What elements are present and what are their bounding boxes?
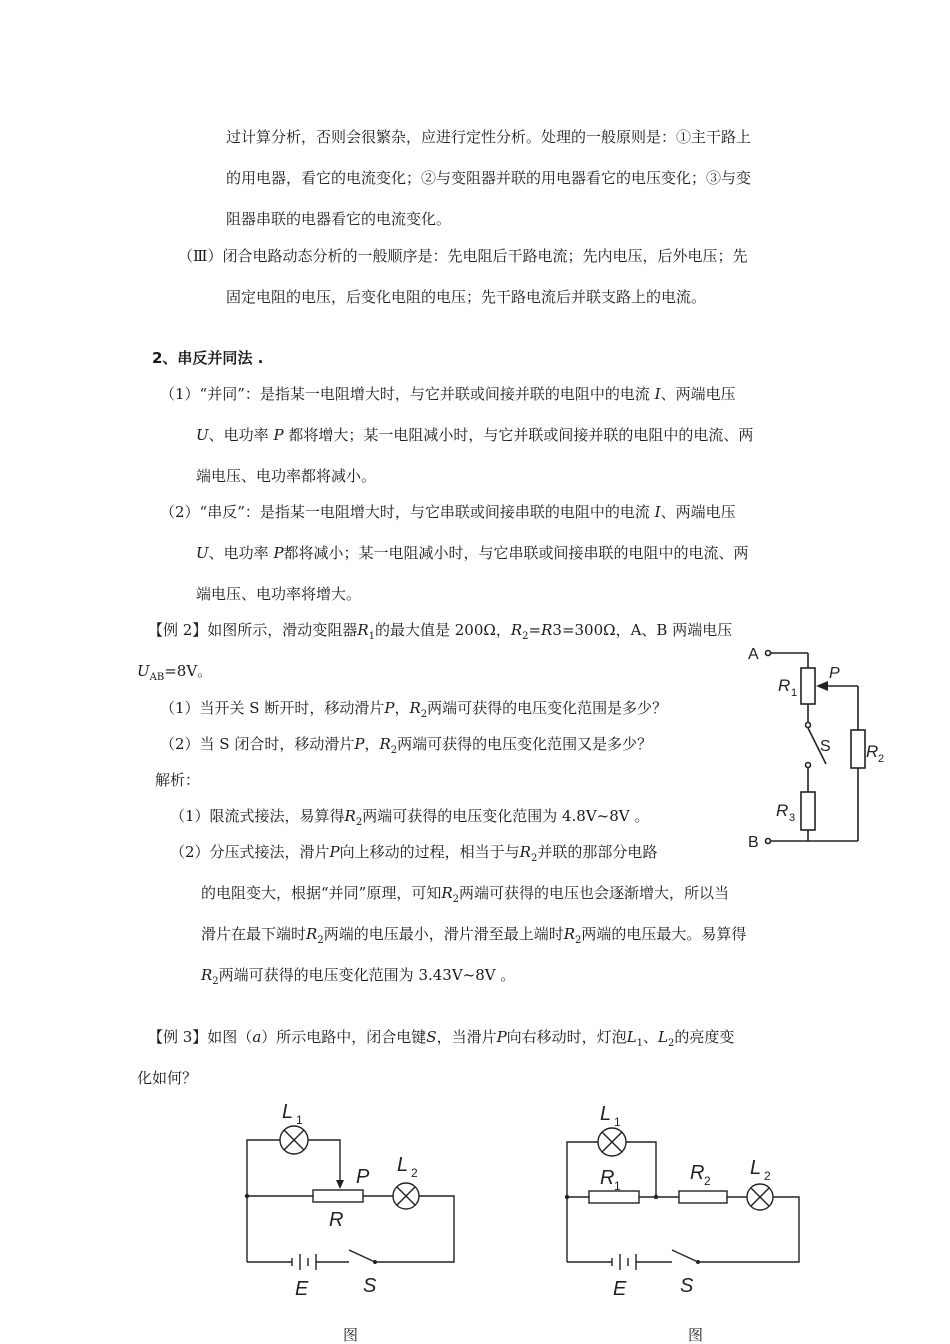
circuit-diagram-b [550, 1090, 810, 1344]
subscript: 2 [420, 709, 428, 720]
r2-label: R [690, 1162, 705, 1184]
text-run: =8V。 [164, 662, 213, 680]
resistor-r2 [679, 1191, 727, 1203]
l2-subscript: 2 [764, 1169, 771, 1183]
slider-arrow [336, 1180, 344, 1189]
symbol-P: P [273, 544, 284, 562]
symbol-R: R [541, 621, 553, 639]
analysis-label: 解析： [155, 771, 201, 789]
example-3-intro [148, 1027, 734, 1054]
symbol-P: P [384, 699, 395, 717]
switch-s-label: S [820, 738, 831, 755]
l2-label: L [750, 1157, 762, 1179]
r3-subscript: 3 [789, 812, 796, 824]
question-1 [160, 698, 667, 725]
symbol-S: S [426, 1028, 437, 1046]
text-run: 两端可获得的电压也会逐渐增大，所以当 [459, 884, 730, 902]
text-line: 端电压、电功率都将减小。 [196, 467, 377, 485]
slider-p-label: P [356, 1166, 370, 1188]
slider-arrow [816, 681, 828, 691]
figure-a-caption: 图 [343, 1327, 359, 1344]
symbol-a: a [252, 1028, 262, 1046]
text-run: （2）“串反”：是指某一电阻增大时，与它串联或间接串联的电阻中的电流 [160, 503, 650, 521]
text-run: 、电功率 [208, 426, 269, 444]
junction-dot [654, 1195, 658, 1199]
symbol-U: U [196, 544, 209, 562]
text-run: ，当滑片 [436, 1028, 497, 1046]
text-line [137, 661, 212, 688]
text-run: 、两端电压 [660, 503, 736, 521]
resistor-r1 [801, 668, 815, 704]
l2-subscript: 2 [411, 1166, 418, 1180]
symbol-R: R [409, 699, 421, 717]
symbol-R: R [510, 621, 523, 639]
text-line [160, 502, 736, 522]
text-run: （1）当开关 S 断开时，移动滑片 [160, 699, 385, 717]
symbol-P: P [273, 426, 284, 444]
switch-contact [696, 1260, 700, 1264]
resistor-r2 [851, 730, 865, 768]
text-run: （1）“并同”：是指某一电阻增大时，与它并联或间接并联的电阻中的电流 [160, 385, 650, 403]
subscript: 2 [530, 853, 538, 864]
subscript: 2 [668, 1038, 675, 1049]
subscript: 2 [390, 745, 398, 756]
r3-label: R [776, 801, 789, 820]
text-line: 过计算分析，否则会很繁杂，应进行定性分析。处理的一般原则是：①主干路上 [226, 128, 752, 146]
text-line [160, 384, 736, 404]
text-run: ， [394, 699, 410, 717]
text-run: （1）限流式接法，易算得 [170, 807, 345, 825]
r1-subscript: 1 [791, 687, 798, 699]
text-run: 的最大值是 200Ω， [375, 621, 511, 639]
text-run: 两端可获得的电压变化范围是多少？ [427, 699, 668, 717]
r2-subscript: 2 [704, 1174, 711, 1188]
symbol-I: I [654, 385, 661, 403]
section-heading: 2、串反并同法 . [152, 349, 264, 367]
text-run: 两端可获得的电压变化范围为 4.8V~8V 。 [362, 807, 650, 825]
symbol-R: R [357, 621, 369, 639]
subscript: 2 [575, 935, 582, 946]
text-line [201, 883, 729, 910]
text-run: 向上移动的过程，相当于与 [339, 843, 520, 861]
terminal-a-label: A [748, 646, 759, 663]
l1-subscript: 1 [296, 1113, 303, 1127]
symbol-I: I [654, 503, 661, 521]
symbol-R: R [563, 925, 575, 943]
battery-e-label: E [295, 1278, 309, 1300]
symbol-R: R [201, 966, 213, 984]
symbol-P: P [354, 735, 365, 753]
subscript: 1 [636, 1038, 644, 1049]
r1-label: R [778, 676, 791, 695]
l2-label: L [397, 1154, 409, 1176]
text-run: 两端的电压最大。易算得 [581, 925, 747, 943]
subscript: 2 [522, 631, 529, 642]
solution-2 [170, 842, 657, 869]
subscript: AB [149, 672, 165, 683]
text-run: 两端可获得的电压变化范围又是多少？ [397, 735, 653, 753]
subscript: 2 [355, 817, 363, 828]
text-run: ， [364, 735, 380, 753]
text-run: 、电功率 [208, 544, 269, 562]
text-run: 两端可获得的电压变化范围为 3.43V~8V 。 [218, 966, 516, 984]
rheostat-r-label: R [329, 1209, 344, 1231]
text-run: 两端的电压最小，滑片滑至最上端时 [323, 925, 564, 943]
junction-dot [245, 1194, 249, 1198]
text-run: （2）当 S 闭合时，移动滑片 [160, 735, 355, 753]
text-line: 阻器串联的电器看它的电流变化。 [226, 210, 452, 228]
text-run: 都将减小；某一电阻减小时，与它串联或间接串联的电阻中的电流、两 [283, 544, 749, 562]
text-line: 化如何？ [137, 1069, 198, 1087]
figure-b-caption: 图 [688, 1327, 704, 1344]
r2-subscript: 2 [878, 753, 885, 765]
symbol-R: R [306, 925, 318, 943]
subscript: 2 [317, 935, 324, 946]
text-line: 固定电阻的电压，后变化电阻的电压；先干路电流后并联支路上的电流。 [226, 288, 707, 306]
switch-s [349, 1250, 375, 1262]
symbol-U: U [137, 662, 150, 680]
circuit-diagram-a [230, 1090, 480, 1344]
symbol-R: R [441, 884, 453, 902]
text-run: ）所示电路中，闭合电键 [261, 1028, 427, 1046]
text-run: 的电阻变大，根据“并同”原理，可知 [201, 884, 442, 902]
l1-label: L [282, 1101, 294, 1123]
text-run: 向右移动时，灯泡 [506, 1028, 627, 1046]
l1-label: L [600, 1103, 612, 1125]
symbol-P: P [329, 843, 340, 861]
text-run: 【例 3】如图（ [148, 1028, 253, 1046]
r2-label: R [866, 742, 879, 761]
switch-contact [373, 1260, 377, 1264]
battery-e-label: E [613, 1278, 627, 1300]
resistor-r3 [801, 792, 815, 830]
l1-subscript: 1 [614, 1115, 621, 1129]
r1-label: R [600, 1167, 615, 1189]
text-run: 的亮度变 [674, 1028, 735, 1046]
subscript: 1 [368, 631, 375, 642]
switch-s-label: S [363, 1275, 377, 1297]
text-run: 、两端电压 [660, 385, 736, 403]
symbol-U: U [196, 426, 209, 444]
slider-p-label: P [829, 665, 840, 682]
junction-dot [565, 1195, 569, 1199]
symbol-L: L [658, 1028, 669, 1046]
symbol-L: L [626, 1028, 637, 1046]
example-2-intro [148, 620, 732, 647]
symbol-R: R [379, 735, 391, 753]
text-line [201, 924, 746, 951]
symbol-P: P [496, 1028, 507, 1046]
text-run: 、 [643, 1028, 659, 1046]
question-2 [160, 734, 652, 761]
switch-s-label: S [680, 1275, 694, 1297]
text-line [196, 425, 753, 445]
text-run: 并联的那部分电路 [537, 843, 658, 861]
rheostat-r [313, 1190, 363, 1202]
text-line: 端电压、电功率将增大。 [196, 585, 362, 603]
text-run: 【例 2】如图所示，滑动变阻器 [148, 621, 358, 639]
r1-subscript: 1 [614, 1179, 621, 1193]
switch-s [672, 1250, 698, 1262]
subscript: 2 [452, 894, 460, 905]
text-run: （2）分压式接法，滑片 [170, 843, 330, 861]
text-line [196, 543, 749, 563]
terminal-b-label: B [748, 834, 759, 851]
symbol-R: R [344, 807, 356, 825]
circuit-diagram-example-2 [740, 640, 900, 855]
subscript: 2 [212, 976, 219, 987]
text-run: 3 [552, 621, 562, 639]
text-line: 的用电器，看它的电流变化；②与变阻器并联的用电器看它的电压变化；③与变 [226, 169, 752, 187]
text-run: =300Ω，A、B 两端电压 [561, 621, 733, 639]
solution-1 [170, 806, 649, 833]
text-run: 滑片在最下端时 [201, 925, 307, 943]
text-run: 都将增大；某一电阻减小时，与它并联或间接并联的电阻中的电流、两 [288, 426, 754, 444]
text-line [201, 965, 515, 992]
text-line: （Ⅲ）闭合电路动态分析的一般顺序是：先电阻后干路电流；先内电压，后外电压；先 [178, 247, 748, 265]
text-run: = [528, 621, 542, 639]
symbol-R: R [519, 843, 531, 861]
